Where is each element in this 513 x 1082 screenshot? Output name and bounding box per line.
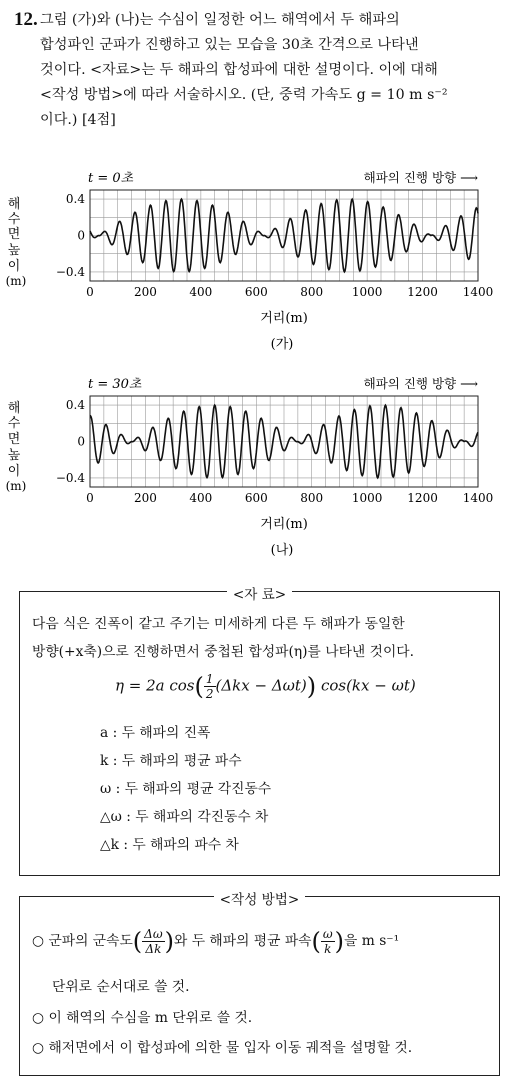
chart-ytick-label: −0.4 [55, 264, 85, 279]
chart-ga-xticks [86, 285, 493, 299]
method-line-1-b: 와 두 해파의 평균 파속 [174, 933, 312, 949]
chart-ga-ylabel-char-5: 이 [7, 259, 21, 274]
method-line-1-c: 을 m s⁻¹ [344, 933, 400, 949]
question-line-5: 이다.) [4점] [40, 112, 116, 128]
method-frac2-paren-open: ( [311, 927, 321, 956]
chart-xtick-label: 600 [244, 491, 268, 505]
equation-paren-close: ) [306, 672, 317, 701]
chart-xtick-label: 0 [86, 491, 94, 505]
data-box-intro-1: 다음 식은 진폭이 같고 주기는 미세하게 다른 두 해파가 동일한 [32, 616, 405, 632]
chart-ga-ylabel [6, 196, 27, 288]
chart-ga-grid [90, 190, 478, 281]
data-box-title [20, 583, 499, 603]
method-bullet-3: ○ [32, 1040, 45, 1056]
chart-xtick-label: 400 [189, 491, 213, 505]
chart-ga-ylabel-unit: (m) [5, 274, 27, 288]
chart-ytick-label: 0 [77, 228, 85, 243]
equation-inner: (Δkx − Δωt) [215, 676, 307, 695]
method-box [19, 892, 500, 1076]
chart-na-ylabel-char-4: 높 [7, 448, 21, 463]
chart-xtick-label: 1400 [462, 285, 494, 299]
question-line-4: <작성 방법>에 따라 서술하시오. (단, 중력 가속도 g = 10 m s⁻² [40, 87, 448, 103]
method-bullet-2: ○ [32, 1010, 45, 1026]
chart-xtick-label: 200 [133, 491, 157, 505]
chart-xtick-label: 800 [300, 285, 324, 299]
method-frac-1 [142, 927, 164, 956]
chart-na-ylabel [6, 400, 27, 493]
data-box-title-text: <자 료> [227, 587, 292, 603]
method-frac-1-num: Δω [144, 927, 163, 941]
method-frac2-paren-close: ) [334, 927, 345, 956]
chart-ga-ylabel-char-1: 해 [7, 197, 21, 212]
chart-ga-ylabel-char-3: 면 [7, 227, 21, 242]
chart-na-time-label: t = 30초 [88, 377, 142, 392]
chart-ga [0, 168, 513, 368]
chart-na-ylabel-char-2: 수 [7, 416, 21, 431]
method-frac-1-den: Δk [145, 942, 162, 956]
chart-xtick-label: 800 [300, 491, 324, 505]
method-line-1 [32, 927, 399, 956]
chart-ga-ylabel-char-4: 높 [7, 243, 21, 258]
chart-na-direction-label: 해파의 진행 방향 ⟶ [363, 376, 478, 391]
method-frac1-paren-open: ( [132, 927, 143, 956]
equation [115, 672, 416, 701]
chart-xtick-label: 1400 [462, 491, 494, 505]
definition-omega: ω : 두 해파의 평균 각진동수 [100, 781, 272, 797]
chart-na-ylabel-unit: (m) [5, 479, 27, 493]
question-line-1: 그림 (가)와 (나)는 수심이 일정한 어느 해역에서 두 해파의 [40, 12, 400, 28]
chart-xtick-label: 1200 [407, 285, 438, 299]
equation-frac-den: 2 [205, 687, 214, 701]
chart-ga-caption: (가) [270, 337, 294, 352]
equation-paren-open: ( [194, 672, 204, 701]
chart-xtick-label: 400 [189, 285, 213, 299]
definition-delta-k: △k : 두 해파의 파수 차 [100, 837, 239, 853]
method-line-2 [32, 1006, 252, 1026]
chart-na-xlabel: 거리(m) [260, 517, 308, 532]
method-line-3 [32, 1036, 412, 1056]
chart-na-xticks [86, 491, 493, 505]
chart-ytick-label: −0.4 [55, 470, 85, 485]
method-frac-2-num: ω [322, 927, 333, 941]
definition-k: k : 두 해파의 평균 파수 [100, 753, 242, 769]
chart-xtick-label: 1000 [351, 491, 383, 505]
method-line-3-text: 해저면에서 이 합성파에 의한 물 입자 이동 궤적을 설명할 것. [48, 1040, 413, 1056]
method-box-title [20, 888, 499, 908]
chart-ga-yticks [56, 192, 86, 279]
chart-xtick-label: 1000 [351, 285, 383, 299]
question-line-2: 합성파인 군파가 진행하고 있는 모습을 30초 간격으로 나타낸 [40, 37, 419, 53]
chart-na-yticks [56, 398, 86, 485]
chart-na-caption: (나) [270, 543, 294, 558]
chart-na [0, 368, 513, 568]
chart-na-ylabel-char-1: 해 [7, 401, 21, 416]
method-box-title-text: <작성 방법> [214, 892, 306, 908]
method-frac-2-den: k [324, 942, 332, 956]
method-line-1-a: 군파의 군속도 [48, 933, 133, 949]
definition-a: a : 두 해파의 진폭 [100, 725, 211, 741]
method-frac1-paren-close: ) [164, 927, 174, 956]
equation-rhs: cos(kx − ωt) [320, 676, 416, 695]
method-frac-2 [321, 927, 335, 956]
chart-ga-time-label: t = 0초 [88, 171, 134, 186]
chart-ga-ylabel-char-2: 수 [7, 212, 21, 227]
chart-na-ylabel-char-3: 면 [7, 432, 21, 447]
chart-ytick-label: 0 [77, 434, 85, 449]
chart-ga-direction-label: 해파의 진행 방향 ⟶ [363, 170, 478, 185]
equation-lhs: η = 2a cos [115, 676, 195, 695]
chart-xtick-label: 200 [133, 285, 157, 299]
data-box-intro-2: 방향(+x축)으로 진행하면서 중첩된 합성파(η)를 나타낸 것이다. [32, 644, 414, 660]
equation-frac [204, 672, 216, 701]
equation-frac-num: 1 [205, 672, 214, 686]
chart-na-ylabel-char-5: 이 [7, 464, 21, 479]
chart-ga-xlabel: 거리(m) [260, 311, 308, 326]
chart-xtick-label: 1200 [407, 491, 438, 505]
definition-delta-omega: △ω : 두 해파의 각진동수 차 [100, 809, 269, 825]
question-line-3: 것이다. <자료>는 두 해파의 합성파에 대한 설명이다. 이에 대해 [40, 62, 438, 78]
chart-xtick-label: 0 [86, 285, 94, 299]
chart-ytick-label: 0.4 [65, 192, 85, 207]
chart-xtick-label: 600 [244, 285, 268, 299]
question-number: 12. [14, 9, 38, 30]
method-bullet-1: ○ [32, 933, 45, 949]
method-line-1-cont: 단위로 순서대로 쓸 것. [52, 979, 190, 995]
method-line-2-text: 이 해역의 수심을 m 단위로 쓸 것. [48, 1010, 253, 1026]
chart-ytick-label: 0.4 [65, 398, 85, 413]
data-box [19, 587, 500, 876]
